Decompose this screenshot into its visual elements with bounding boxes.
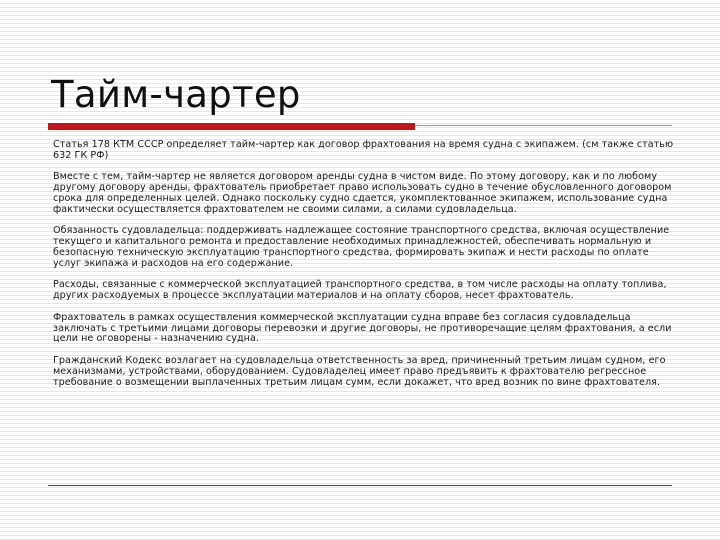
paragraph-definition: Статья 178 КТМ СССР определяет тайм-чартер как договор фрахтования на время судна с экипажем. (см также статью 632 ГК РФ)	[53, 139, 674, 161]
slide-body	[53, 140, 675, 388]
footer-divider	[48, 485, 672, 486]
paragraph-not-lease: Вместе с тем, тайм-чартер не является договором аренды судна в чистом виде. По этому договору, как и по любому другому договору аренды, фрахтователь приобретает право использовать судно в течение обусловленного договором срока для определенных целей. Однако поскольку судно сдается, укомплектованное экипажем, использование судна фактически осуществляется фрахтователем не своими силами, а силами судовладельца.	[53, 171, 672, 215]
slide-title: Тайм-чартер	[51, 73, 301, 116]
paragraph-liability: Гражданский Кодекс возлагает на судовладельца ответственность за вред, причиненный третьим лицам судном, его механизмами, устройствами, оборудованием. Судовладелец имеет право предъявить к фрахтователю регрессное требование о возмещении выплаченных третьим лицам сумм, если докажет, что вред возник по вине фрахтователя.	[53, 354, 666, 388]
title-underline-accent	[48, 123, 415, 130]
paragraph-charterer-expenses: Расходы, связанные с коммерческой эксплуатацией транспортного средства, в том числе расходы на оплату топлива, других расходуемых в процессе эксплуатации материалов и на оплату сборов, несет фрахтователь.	[53, 279, 667, 302]
paragraph-owner-duties: Обязанность судовладельца: поддерживать надлежащее состояние транспортного средства, включая осуществление текущего и капитального ремонта и предоставление необходимых принадлежностей, обеспечивать нормальную и безопасную техническую эксплуатацию транспортного средства, формировать экипаж и нести расходы по оплате услуг экипажа и расходов на его содержание.	[53, 225, 670, 269]
paragraph-charterer-rights: Фрахтователь в рамках осуществления коммерческой эксплуатации судна вправе без согласия судовладельца заключать с третьими лицами договоры перевозки и другие договоры, не противоречащие целям фрахтования, а если цели не оговорены - назначению судна.	[53, 311, 672, 345]
title-underline-thin	[415, 125, 672, 126]
